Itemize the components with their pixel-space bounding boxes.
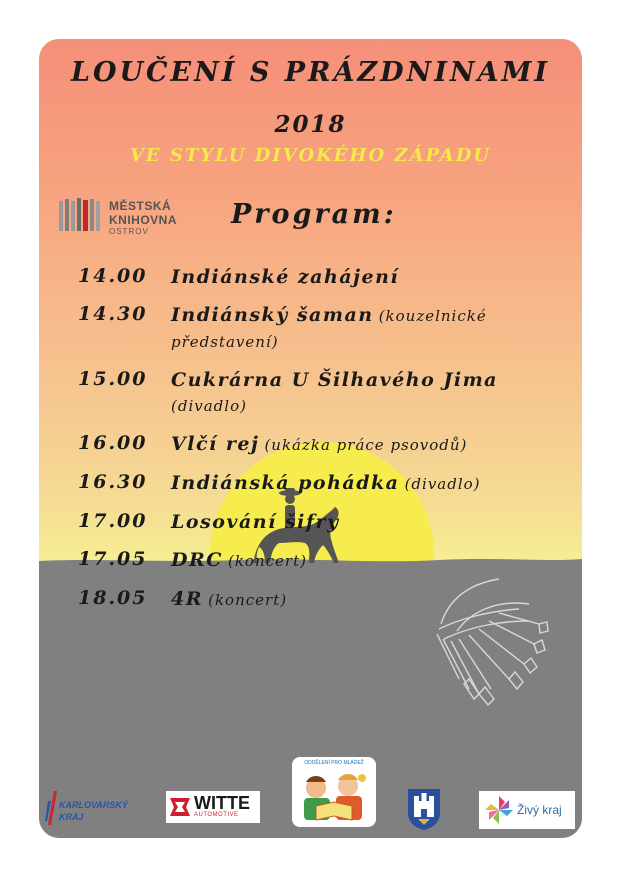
- kids-reading-illustration: [296, 768, 372, 824]
- youth-department-logo: [292, 757, 376, 827]
- schedule-time: 15.00: [78, 368, 148, 390]
- schedule-list: [78, 265, 568, 626]
- schedule-item: [78, 368, 568, 419]
- schedule-name: 4R: [171, 588, 204, 610]
- schedule-note: (kouzelnické představení): [171, 307, 487, 351]
- schedule-item: [78, 303, 568, 355]
- schedule-description: [171, 587, 541, 613]
- schedule-note: (divadlo): [171, 397, 247, 415]
- poster-title: LOUČENÍ S PRÁZDNINAMI: [71, 57, 550, 88]
- witte-logo: [166, 791, 260, 823]
- schedule-time: 14.30: [78, 303, 148, 325]
- witte-icon: [168, 796, 192, 818]
- zivy-kraj-text: Živý kraj: [517, 803, 562, 817]
- coat-of-arms-icon: [406, 787, 442, 831]
- schedule-item: [78, 432, 568, 458]
- library-logo-line1: MĚSTSKÁ: [109, 199, 172, 213]
- poster: [39, 39, 582, 838]
- schedule-name: Vlčí rej: [171, 433, 260, 455]
- program-heading: Program:: [231, 199, 397, 230]
- schedule-time: 16.00: [78, 432, 148, 454]
- youth-department-caption: ODDĚLENÍ PRO MLÁDEŽ: [304, 760, 364, 766]
- schedule-note: (koncert): [208, 591, 288, 609]
- schedule-name: Indiánský šaman: [171, 304, 374, 326]
- sponsor-bar: [39, 749, 582, 834]
- poster-subtitle: VE STYLU DIVOKÉHO ZÁPADU: [129, 145, 492, 166]
- schedule-item: [78, 265, 568, 290]
- schedule-description: [171, 368, 541, 419]
- ostrov-coat-of-arms: [406, 787, 442, 831]
- schedule-description: [171, 432, 541, 458]
- schedule-item: [78, 471, 568, 497]
- schedule-time: 16.30: [78, 471, 148, 493]
- schedule-description: [171, 548, 541, 574]
- library-logo-line2: KNIHOVNA: [109, 213, 178, 227]
- schedule-item: [78, 510, 568, 535]
- witte-sub: AUTOMOTIVE: [194, 812, 239, 818]
- library-logo-line3: OSTROV: [109, 227, 149, 236]
- schedule-name: DRC: [171, 549, 223, 571]
- zivy-kraj-flower-icon: [483, 794, 515, 826]
- schedule-note: (divadlo): [404, 475, 481, 493]
- schedule-description: [171, 471, 541, 497]
- karlovarsky-kraj-text: KARLOVARSKÝ KRAJ: [59, 800, 128, 822]
- books-icon: [59, 197, 103, 233]
- karlovarsky-kraj-icon: [45, 791, 59, 825]
- schedule-time: 17.05: [78, 548, 148, 570]
- schedule-description: [171, 510, 541, 535]
- schedule-note: (ukázka práce psovodů): [264, 436, 468, 454]
- library-logo: [59, 195, 199, 237]
- karlovarsky-kraj-logo: [45, 789, 145, 829]
- schedule-description: [171, 303, 541, 355]
- witte-brand: WITTE: [194, 793, 250, 813]
- schedule-time: 14.00: [78, 265, 148, 287]
- schedule-name: Indiánské zahájení: [171, 266, 400, 288]
- schedule-description: [171, 265, 541, 290]
- zivy-kraj-logo: [479, 791, 575, 829]
- schedule-item: [78, 548, 568, 574]
- schedule-time: 18.05: [78, 587, 148, 609]
- poster-year: 2018: [274, 111, 347, 138]
- schedule-name: Cukrárna U Šilhavého Jima: [171, 369, 498, 391]
- schedule-note: (koncert): [227, 552, 307, 570]
- schedule-item: [78, 587, 568, 613]
- schedule-time: 17.00: [78, 510, 148, 532]
- schedule-name: Losování šifry: [171, 511, 340, 533]
- schedule-name: Indiánská pohádka: [171, 472, 400, 494]
